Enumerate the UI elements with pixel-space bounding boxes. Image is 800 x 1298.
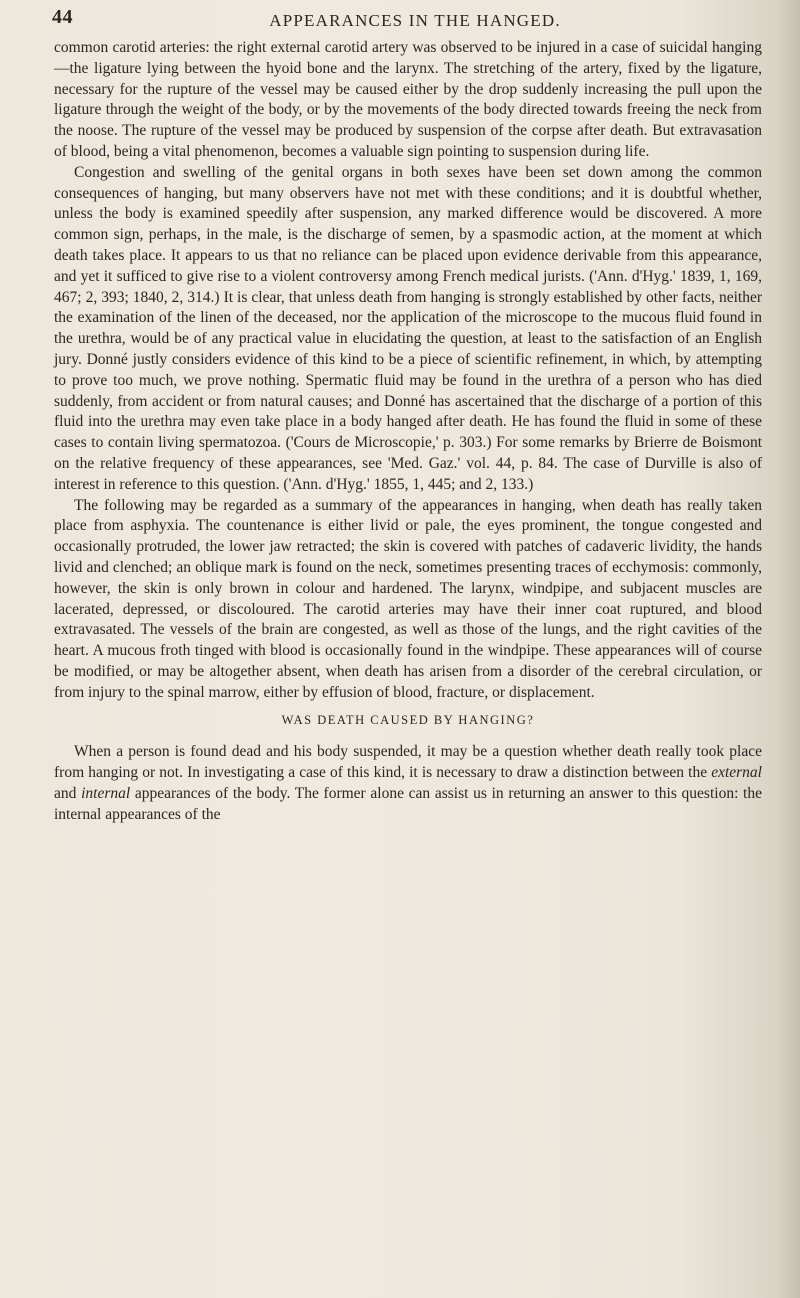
running-head: APPEARANCES IN THE HANGED. bbox=[269, 11, 561, 30]
paragraph-summary-appearances: The following may be regarded as a summary of the appearances in hanging, when death has really taken place from asphyxia. The countenance is either livid or pale, the eyes prominent, the tongue congested and occasionally protruded, the lower jaw retracted; the skin is covered with patches of cadaveric lividity, the hands livid and clenched; an oblique mark is found on the neck, sometimes presenting traces of ecchymosis: commonly, however, the skin is only brown in colour and hardened. The larynx, windpipe, and subjacent muscles are lacerated, depressed, or discoloured. The carotid arteries may have their inner coat ruptured, and blood extravasated. The vessels of the brain are congested, as well as those of the lungs, and the right cavities of the heart. A mucous froth tinged with blood is occasionally found in the windpipe. These appearances will of course be modified, or may be altogether absent, when death has arisen from a disorder of the cerebral circulation, or from injury to the spinal marrow, either by effusion of blood, fracture, or displacement. bbox=[54, 496, 762, 701]
final-paragraph-text-2: and bbox=[54, 784, 82, 802]
final-paragraph-text-3: appearances of the body. The former alone can assist us in returning an answer to this question: the internal appearances of the bbox=[54, 784, 762, 823]
paragraph-genital-organs: Congestion and swelling of the genital organs in both sexes have been set down among the common consequences of hanging, but many observers have not met with these conditions; and it is doubtful whether, unless the body is examined speedily after suspension, any marked difference would be discovered. A more common sign, perhaps, in the male, is the discharge of semen, by a spasmodic action, at the moment at which death takes place. It appears to us that no reliance can be placed upon evidence derivable from this appearance, and yet it sufficed to give rise to a violent controversy among French medical jurists. ('Ann. d'Hyg.' 1839, 1, 169, 467; 2, 393; 1840, 2, 314.) It is clear, that unless death from hanging is strongly established by other facts, neither the examination of the linen of the deceased, nor the application of the microscope to the mucous fluid found in the urethra, would be of any practical value in elucidating the question, at least to the satisfaction of an English jury. Donné justly considers evidence of this kind to be a piece of scientific refinement, in which, by attempting to prove too much, we prove nothing. Spermatic fluid may be found in the urethra of a person who has died suddenly, from accident or from natural causes; and Donné has ascertained that the discharge of a portion of this fluid into the urethra may even take place in a body hanged after death. He has found the fluid in some of these cases to contain living spermatozoa. ('Cours de Microscopie,' p. 303.) For some remarks by Brierre de Boismont on the relative frequency of these appearances, see 'Med. Gaz.' vol. 44, p. 84. The case of Durville is also of interest in reference to this question. ('Ann. d'Hyg.' 1855, 1, 445; and 2, 133.) bbox=[54, 163, 762, 493]
emphasis-internal: internal bbox=[81, 784, 131, 802]
paragraph-carotid-continuation: common carotid arteries: the right external carotid artery was observed to be injured in a case of suicidal hanging—the ligature lying between the hyoid bone and the larynx. The stretching of the artery, fixed by the ligature, necessary for the rupture of the vessel may be caused either by the drop suddenly increasing the pull upon the ligature through the weight of the body, or by the movements of the body directed towards freeing the neck from the noose. The rupture of the vessel may be produced by suspension of the corpse after death. But extravasation of blood, being a vital phenomenon, becomes a valuable sign pointing to suspension during life. bbox=[54, 39, 762, 160]
final-paragraph-text-1: When a person is found dead and his body suspended, it may be a question whether death really took place from hanging or not. In investigating a case of this kind, it is necessary to draw a distinction between the bbox=[54, 743, 762, 782]
page-number: 44 bbox=[52, 6, 73, 28]
emphasis-external: external bbox=[711, 764, 762, 782]
section-heading: WAS DEATH CAUSED BY HANGING? bbox=[281, 712, 535, 727]
page-body bbox=[54, 38, 762, 825]
paragraph-was-death-caused bbox=[54, 742, 762, 825]
